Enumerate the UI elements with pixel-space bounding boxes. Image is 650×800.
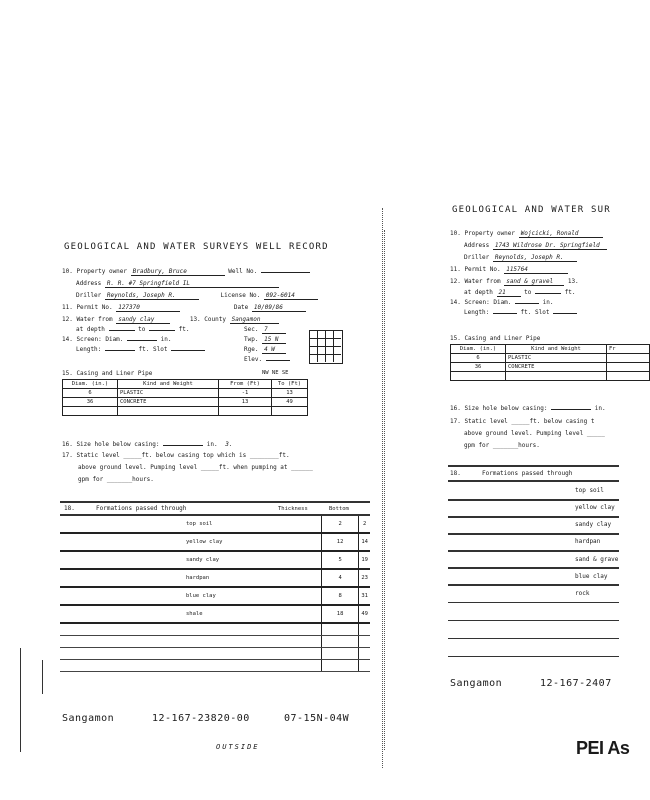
formation-name: yellow clay: [60, 533, 321, 551]
casing-cell: [63, 407, 118, 416]
formation-rule: [448, 499, 619, 501]
depth-to-value: [149, 330, 175, 331]
driller-value: Reynolds, Joseph R.: [105, 292, 199, 300]
casing-header: Kind and Weight: [506, 345, 607, 354]
casing-row: [451, 354, 650, 363]
casing-cell: 6: [451, 354, 506, 363]
left-address-row: [76, 280, 279, 288]
screen-diam: [515, 303, 539, 304]
thickness-header: Thickness: [278, 506, 308, 512]
formation-name: hardpan: [60, 569, 321, 587]
casing-cell: [451, 372, 506, 381]
right-formation-name: rock: [575, 590, 590, 597]
depth-label: at depth: [76, 326, 105, 333]
right-formations-header: Formations passed through: [482, 470, 573, 477]
casing-cell: 36: [63, 398, 118, 407]
nw-ne-se-label: NW NE SE: [262, 370, 289, 376]
right-static-line1: 17. Static level _____ft. below casing t: [450, 418, 595, 425]
left-formations-table: [60, 516, 370, 672]
depth-ft: ft.: [178, 326, 190, 333]
formation-row-blank: [60, 636, 370, 648]
driller-label: Driller: [76, 292, 102, 299]
casing-row: [451, 363, 650, 372]
formation-bottom: 31: [359, 587, 370, 605]
formation-thickness: 12: [321, 533, 359, 551]
screen-in: in.: [160, 336, 172, 343]
county-num: 13.: [567, 278, 579, 285]
formation-row: [60, 587, 370, 605]
formation-bottom: 14: [359, 533, 370, 551]
owner-value: Bradbury, Bruce: [131, 268, 225, 276]
casing-header: Fr: [607, 345, 650, 354]
permit-value: 127370: [116, 304, 180, 312]
formation-bottom: 2: [359, 516, 370, 533]
right-screen-row: [450, 299, 554, 306]
slot-value: [171, 350, 205, 351]
length-value: [493, 313, 517, 314]
formations-header: Formations passed through: [96, 505, 187, 512]
size-hole-label: 16. Size hole below casing:: [62, 441, 160, 448]
formation-thickness: 2: [321, 516, 359, 533]
right-api-footer: 12-167-2407: [540, 678, 612, 689]
right-size-hole-row: [450, 405, 606, 412]
elev-value: [266, 360, 290, 361]
casing-row: [63, 407, 308, 416]
size-hole-value: [163, 445, 203, 446]
length-value: [105, 350, 135, 351]
twp-row: [244, 336, 286, 344]
size-hole-mark: 3.: [225, 441, 233, 448]
right-formation-name: yellow clay: [575, 504, 615, 511]
length-label: Length:: [464, 309, 490, 316]
slot-label: ft. Slot: [520, 309, 550, 316]
rge-row: [244, 346, 286, 354]
casing-cell: [118, 407, 219, 416]
left-water-row: [62, 316, 279, 324]
right-length-row: [464, 309, 577, 316]
size-hole-label: 16. Size hole below casing:: [450, 405, 548, 412]
right-owner-row: [450, 230, 603, 238]
left-depth-row: [76, 326, 189, 333]
address-label: Address: [464, 242, 490, 249]
date-value: 10/09/86: [252, 304, 306, 312]
twp-value: 15 N: [262, 336, 286, 344]
right-static-line3: gpm for _______hours.: [464, 442, 540, 449]
owner-value: Wojcicki, Ronald: [519, 230, 603, 238]
api-footer: 12-167-23820-00: [152, 713, 250, 724]
right-water-row: [450, 278, 579, 286]
county-label: 13. County: [189, 316, 226, 323]
section-grid: [309, 330, 343, 364]
rge-value: 4 W: [262, 346, 286, 354]
formation-row: [60, 551, 370, 569]
location-footer: 07-15N-04W: [284, 713, 350, 724]
depth-ft: ft.: [564, 289, 576, 296]
formation-bottom: 19: [359, 551, 370, 569]
left-length-row: [76, 346, 205, 353]
casing-header: To (Ft): [272, 380, 308, 389]
left-static-line3: gpm for _______hours.: [78, 476, 154, 483]
right-formation-name: top soil: [575, 487, 604, 494]
twp-label: Twp.: [244, 336, 259, 343]
sec-value: 7: [262, 326, 286, 334]
left-size-hole-row: [62, 441, 233, 448]
well-no-label: Well No.: [228, 268, 258, 275]
permit-value: 115764: [504, 266, 568, 274]
screen-label: 14. Screen: Diam.: [450, 299, 512, 306]
date-label: Date: [233, 304, 249, 311]
casing-label: 15. Casing and Liner Pipe: [62, 370, 153, 377]
casing-cell: [607, 372, 650, 381]
owner-label: 10. Property owner: [450, 230, 516, 237]
perforation-line: [382, 208, 383, 768]
screen-label: 14. Screen: Diam.: [62, 336, 124, 343]
casing-header: Diam. (in.): [451, 345, 506, 354]
depth-from: 21: [497, 289, 521, 297]
formation-rule: [448, 550, 619, 552]
casing-row: [63, 389, 308, 398]
right-formation-name: sandy clay: [575, 521, 612, 528]
driller-label: Driller: [464, 254, 490, 261]
margin-mark: [42, 660, 43, 694]
right-depth-row: [464, 289, 575, 297]
elev-row: [244, 356, 290, 363]
left-permit-row: [62, 304, 306, 312]
margin-mark: [20, 648, 21, 752]
water-label: 12. Water from: [62, 316, 113, 323]
left-header: GEOLOGICAL AND WATER SURVEYS WELL RECORD: [64, 242, 329, 252]
formation-rule: [448, 533, 619, 535]
formation-row: [60, 516, 370, 533]
right-formations-num: 18.: [450, 470, 461, 477]
size-hole-in: in.: [206, 441, 218, 448]
license-label: License No.: [220, 292, 261, 299]
casing-header: From (Ft): [219, 380, 272, 389]
formation-bottom: 23: [359, 569, 370, 587]
right-casing-table: [450, 344, 650, 381]
formations-top-rule: [60, 501, 370, 503]
casing-header-row: [63, 380, 308, 389]
water-label: 12. Water from: [450, 278, 501, 285]
left-owner-row: [62, 268, 310, 276]
screen-diam: [127, 340, 157, 341]
left-casing-table: [62, 379, 308, 416]
left-static-line2: above ground level. Pumping level _____ft. when pumping at ______: [78, 464, 313, 471]
formation-rule: [448, 620, 619, 621]
depth-from: [109, 330, 135, 331]
casing-cell: [607, 354, 650, 363]
formation-thickness: 4: [321, 569, 359, 587]
formation-thickness: 18: [321, 605, 359, 623]
sec-row: [244, 326, 286, 334]
address-label: Address: [76, 280, 102, 287]
sec-label: Sec.: [244, 326, 259, 333]
right-formation-name: blue clay: [575, 573, 608, 580]
depth-to-value: [535, 293, 561, 294]
screen-in: in.: [542, 299, 554, 306]
elev-label: Elev.: [244, 356, 263, 363]
depth-label: at depth: [464, 289, 493, 296]
owner-label: 10. Property owner: [62, 268, 128, 275]
size-hole-in: in.: [594, 405, 606, 412]
license-value: 092-6014: [264, 292, 318, 300]
formation-thickness: 5: [321, 551, 359, 569]
formation-rule: [448, 638, 619, 639]
formation-thickness: 8: [321, 587, 359, 605]
formation-name: sandy clay: [60, 551, 321, 569]
outside-stamp: OUTSIDE: [216, 743, 260, 751]
formation-bottom: 49: [359, 605, 370, 623]
formation-rule: [448, 516, 619, 518]
formations-num: 18.: [64, 505, 75, 512]
casing-cell: [506, 372, 607, 381]
county-value: Sangamon: [230, 316, 279, 324]
formation-name: blue clay: [60, 587, 321, 605]
casing-row: [451, 372, 650, 381]
pei-stamp: PEI As: [576, 738, 630, 758]
casing-cell: 13: [219, 398, 272, 407]
slot-label: ft. Slot: [138, 346, 168, 353]
formation-name: shale: [60, 605, 321, 623]
permit-label: 11. Permit No.: [62, 304, 113, 311]
casing-cell: 13: [272, 389, 308, 398]
right-formations-header-rule: [448, 480, 619, 482]
formation-row: [60, 533, 370, 551]
formation-row-blank: [60, 660, 370, 672]
casing-header-row: [451, 345, 650, 354]
county-footer: Sangamon: [62, 713, 115, 724]
permit-label: 11. Permit No.: [450, 266, 501, 273]
rge-label: Rge.: [244, 346, 259, 353]
right-formations-top-rule: [448, 465, 619, 467]
address-value: 1743 Wildrose Dr. Springfield: [493, 242, 607, 250]
right-address-row: [464, 242, 607, 250]
depth-to: to: [138, 326, 146, 333]
casing-header: Kind and Weight: [118, 380, 219, 389]
bottom-header: Bottom: [329, 506, 349, 512]
casing-cell: CONCRETE: [118, 398, 219, 407]
formation-row-blank: [60, 648, 370, 660]
casing-cell: [607, 363, 650, 372]
casing-header: Diam. (in.): [63, 380, 118, 389]
formation-name: top soil: [60, 516, 321, 533]
right-header: GEOLOGICAL AND WATER SUR: [452, 205, 611, 215]
casing-cell: 6: [63, 389, 118, 398]
casing-row: [63, 398, 308, 407]
water-value: sandy clay: [116, 316, 170, 324]
formation-row: [60, 605, 370, 623]
casing-cell: 49: [272, 398, 308, 407]
length-label: Length:: [76, 346, 102, 353]
right-driller-row: [464, 254, 577, 262]
casing-cell: -1: [219, 389, 272, 398]
right-permit-row: [450, 266, 568, 274]
right-formation-name: hardpan: [575, 538, 601, 545]
formation-row-blank: [60, 623, 370, 636]
casing-cell: [272, 407, 308, 416]
driller-value: Reynolds, Joseph R.: [493, 254, 577, 262]
formation-rule: [448, 656, 619, 657]
perforation-line: [384, 230, 385, 750]
casing-cell: PLASTIC: [506, 354, 607, 363]
casing-cell: 36: [451, 363, 506, 372]
right-static-line2: above ground level. Pumping level _____: [464, 430, 605, 437]
formation-rule: [448, 584, 619, 586]
size-hole-value: [551, 409, 591, 410]
casing-cell: PLASTIC: [118, 389, 219, 398]
left-static-line1: 17. Static level _____ft. below casing top which is ________ft.: [62, 452, 290, 459]
address-value: R. R. #7 Springfield IL: [105, 280, 279, 288]
formation-rule: [448, 567, 619, 569]
slot-value: [553, 313, 577, 314]
right-formation-name: sand & grave: [575, 556, 619, 563]
casing-cell: [219, 407, 272, 416]
left-screen-row: [62, 336, 172, 343]
casing-cell: CONCRETE: [506, 363, 607, 372]
formation-row: [60, 569, 370, 587]
right-county-footer: Sangamon: [450, 678, 503, 689]
right-casing-label: 15. Casing and Liner Pipe: [450, 335, 541, 342]
well-no-value: [261, 272, 310, 273]
formation-rule: [448, 602, 619, 603]
water-value: sand & gravel: [504, 278, 564, 286]
left-driller-row: [76, 292, 318, 300]
depth-to: to: [524, 289, 532, 296]
